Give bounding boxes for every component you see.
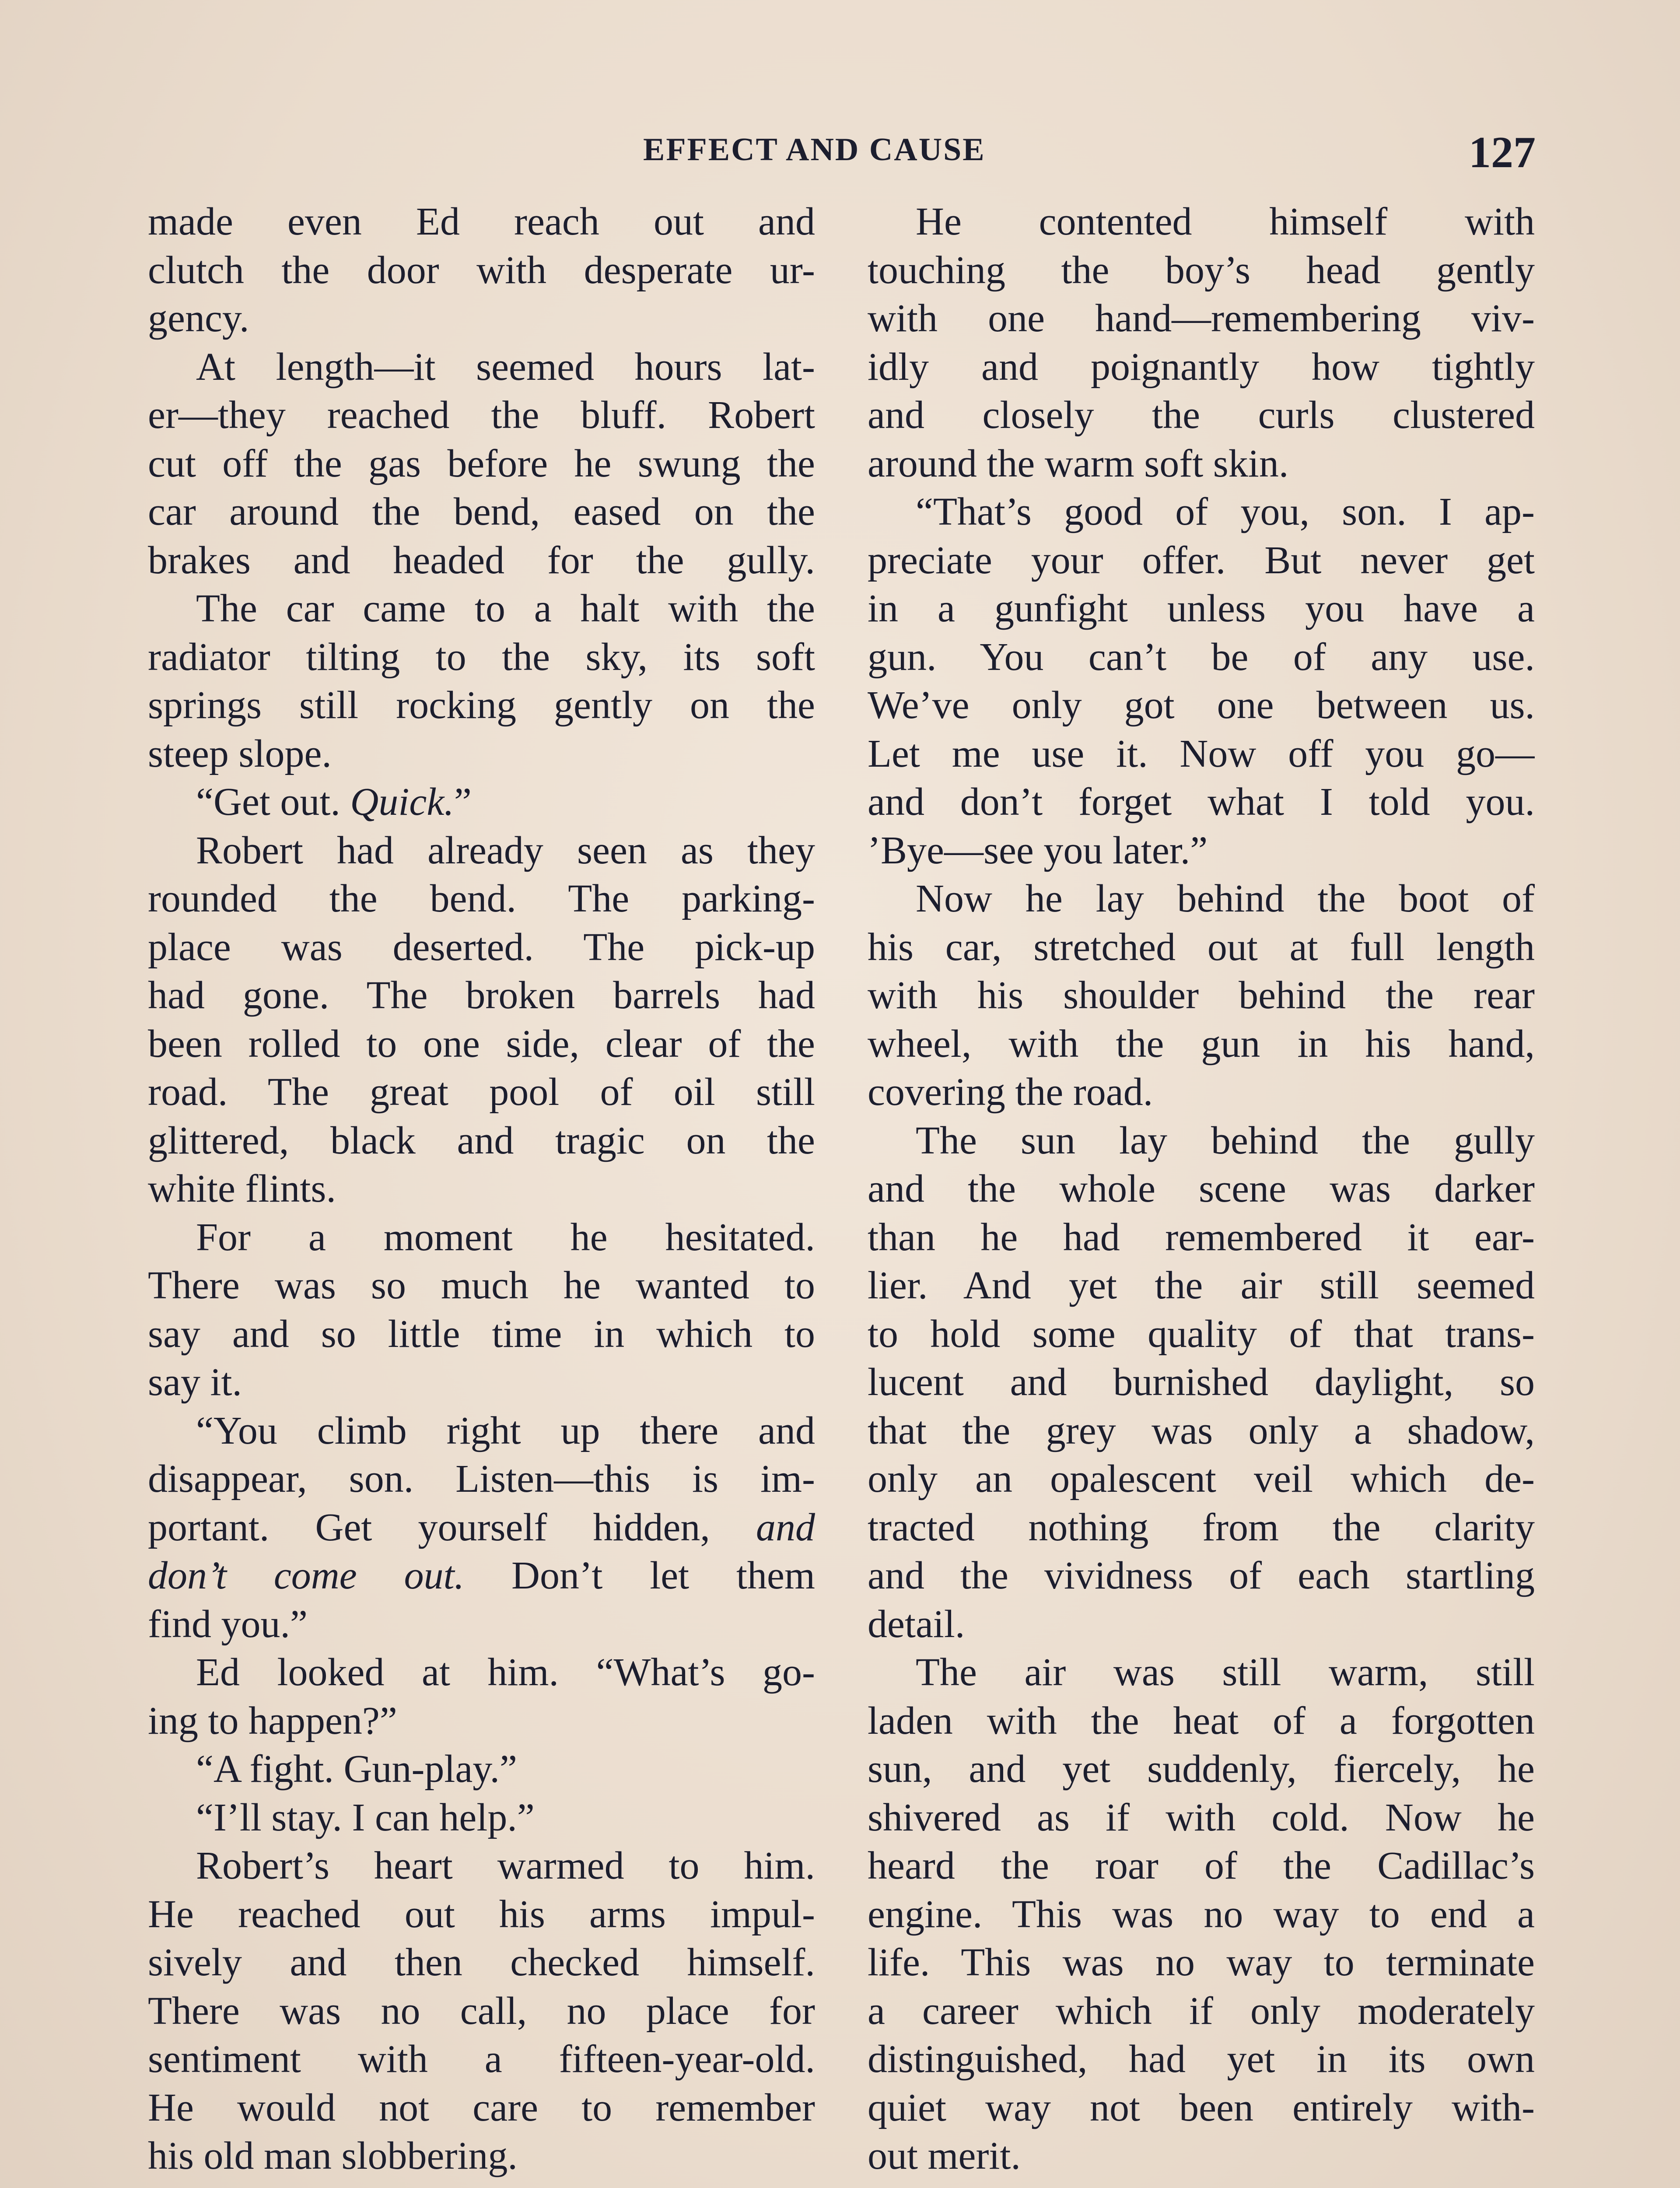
text-line: wheel, with the gun in his hand, [868, 1022, 1535, 1066]
text-line: For a moment he hesitated. [196, 1215, 815, 1259]
text-line: He would not care to remember [148, 2086, 815, 2129]
text-line: springs still rocking gently on the [148, 684, 815, 727]
text-line: heard the roar of the Cadillac’s [868, 1844, 1535, 1887]
text-line: life. This was no way to terminate [868, 1941, 1535, 1984]
text-line: car around the bend, eased on the [148, 490, 815, 533]
text-line: Robert’s heart warmed to him. [196, 1844, 815, 1887]
text-line: gun. You can’t be of any use. [868, 635, 1535, 679]
text-line: “I’ll stay. I can help.” [196, 1795, 535, 1839]
text-line: gency. [148, 297, 249, 340]
text-line: He reached out his arms impul- [148, 1892, 815, 1936]
text-line: and the whole scene was darker [868, 1167, 1535, 1210]
text-line: We’ve only got one between us. [868, 684, 1535, 727]
text-line: preciate your offer. But never get [868, 538, 1535, 582]
text-line: “That’s good of you, son. I ap- [916, 490, 1535, 533]
text-line: At length—it seemed hours lat- [196, 345, 815, 389]
text-column-right [868, 198, 1535, 2181]
text-line: white flints. [148, 1167, 336, 1210]
text-line: lucent and burnished daylight, so [868, 1360, 1535, 1404]
text-line: had gone. The broken barrels had [148, 974, 815, 1017]
text-line: with one hand—remembering viv- [868, 297, 1535, 340]
text-line: steep slope. [148, 732, 332, 775]
text-column-left [148, 198, 815, 2181]
text-line: brakes and headed for the gully. [148, 538, 815, 582]
text-line: say it. [148, 1360, 242, 1404]
text-line: sively and then checked himself. [148, 1941, 815, 1984]
text-line: ’Bye—see you later.” [868, 828, 1208, 872]
text-line: place was deserted. The pick-up [148, 925, 815, 969]
text-line: idly and poignantly how tightly [868, 345, 1535, 389]
text-line: quiet way not been entirely with- [868, 2086, 1535, 2129]
text-line: to hold some quality of that trans- [868, 1312, 1535, 1356]
text-line: laden with the heat of a forgotten [868, 1699, 1535, 1743]
text-line: He contented himself with [916, 200, 1535, 243]
text-line: detail. [868, 1602, 965, 1646]
text-line: radiator tilting to the sky, its soft [148, 635, 815, 679]
text-line: rounded the bend. The parking- [148, 877, 815, 920]
text-line: Now he lay behind the boot of [916, 877, 1535, 920]
text-line: Robert had already seen as they [196, 828, 815, 872]
text-line: covering the road. [868, 1070, 1153, 1114]
page-number: 127 [1469, 128, 1536, 177]
text-line: tracted nothing from the clarity [868, 1505, 1535, 1549]
text-line: engine. This was no way to end a [868, 1892, 1535, 1936]
text-line: disappear, son. Listen—this is im- [148, 1457, 815, 1501]
text-line: “Get out. Quick.” [196, 780, 472, 824]
text-line: glittered, black and tragic on the [148, 1119, 815, 1162]
text-line: in a gunfight unless you have a [868, 587, 1535, 630]
text-line: made even Ed reach out and [148, 200, 815, 243]
text-line: cut off the gas before he swung the [148, 442, 815, 485]
text-line: around the warm soft skin. [868, 442, 1289, 485]
running-title: EFFECT AND CAUSE [643, 132, 986, 168]
text-line: and closely the curls clustered [868, 393, 1535, 437]
text-line: The air was still warm, still [916, 1651, 1535, 1694]
text-line: a career which if only moderately [868, 1989, 1535, 2033]
text-line: his car, stretched out at full length [868, 925, 1535, 969]
text-line: and the vividness of each startling [868, 1554, 1535, 1597]
text-line: his old man slobbering. [148, 2134, 518, 2177]
text-line: Let me use it. Now off you go— [868, 732, 1535, 775]
text-line: and don’t forget what I told you. [868, 780, 1535, 824]
text-line: There was so much he wanted to [148, 1264, 815, 1307]
text-line: ing to happen?” [148, 1699, 397, 1743]
text-line: say and so little time in which to [148, 1312, 815, 1356]
text-line: road. The great pool of oil still [148, 1070, 815, 1114]
text-line: The car came to a halt with the [196, 587, 815, 630]
text-line: been rolled to one side, clear of the [148, 1022, 815, 1066]
text-line: shivered as if with cold. Now he [868, 1795, 1535, 1839]
text-line: portant. Get yourself hidden, and [148, 1505, 815, 1549]
text-line: out merit. [868, 2134, 1021, 2177]
text-line: with his shoulder behind the rear [868, 974, 1535, 1017]
text-line: lier. And yet the air still seemed [868, 1264, 1535, 1307]
text-line: clutch the door with desperate ur- [148, 248, 815, 292]
text-line: There was no call, no place for [148, 1989, 815, 2033]
text-line: sun, and yet suddenly, fiercely, he [868, 1747, 1535, 1791]
text-line: “A fight. Gun-play.” [196, 1747, 517, 1791]
text-line: that the grey was only a shadow, [868, 1409, 1535, 1452]
text-line: than he had remembered it ear- [868, 1215, 1535, 1259]
text-line: don’t come out. Don’t let them [148, 1554, 815, 1597]
text-line: find you.” [148, 1602, 308, 1646]
text-line: only an opalescent veil which de- [868, 1457, 1535, 1501]
text-line: er—they reached the bluff. Robert [148, 393, 815, 437]
text-line: distinguished, had yet in its own [868, 2037, 1535, 2081]
text-line: Ed looked at him. “What’s go- [196, 1651, 815, 1694]
text-line: “You climb right up there and [196, 1409, 815, 1452]
text-line: sentiment with a fifteen-year-old. [148, 2037, 815, 2081]
text-line: The sun lay behind the gully [916, 1119, 1535, 1162]
text-line: touching the boy’s head gently [868, 248, 1535, 292]
